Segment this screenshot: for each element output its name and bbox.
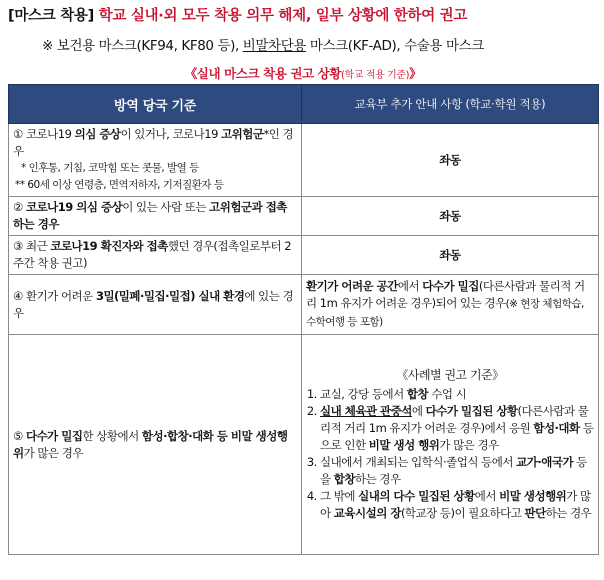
t: (다른사람과 물리적 거리 1m 유지가 어려운 경우)에서 응원 <box>320 404 589 435</box>
mask-type-note <box>42 34 484 54</box>
col-header-quarantine: 방역 당국 기준 <box>9 85 302 124</box>
t: 환기가 어려운 공간 <box>306 279 398 293</box>
note-suffix: 마스크(KF-AD), 수술용 마스크 <box>305 38 484 54</box>
mask-guideline-table <box>8 84 599 555</box>
section-subtitle <box>8 64 598 82</box>
row4-right <box>302 275 599 335</box>
table-row <box>9 335 599 555</box>
t: 고위험군과 접촉하는 경우 <box>13 200 287 231</box>
t: ④ 환기가 어려운 <box>13 288 96 303</box>
row1-left <box>9 124 302 197</box>
t: 이 있거나, 코로나19 <box>120 127 222 141</box>
row2-right: 좌동 <box>302 197 599 236</box>
subtitle-end: 》 <box>409 66 422 81</box>
t: 가 많아 <box>320 489 591 520</box>
t: 3밀(밀폐·밀집·밀접) 실내 환경 <box>95 288 245 303</box>
t: ① 코로나19 <box>13 127 75 141</box>
table-row <box>9 124 599 197</box>
t: ③ 최근 <box>13 239 51 253</box>
t: ② <box>13 200 26 214</box>
t: 실내 체육관 관중석 <box>320 404 412 418</box>
subtitle-small: (학교 적용 기준) <box>341 70 410 81</box>
t: 교실, 강당 등에서 <box>320 387 407 401</box>
t: 수업 시 <box>428 387 467 401</box>
list-item <box>320 454 594 488</box>
t: *인 경우 <box>13 127 294 158</box>
t: (학교장 등) <box>400 506 455 520</box>
t: 등을 <box>320 455 587 486</box>
row5-left <box>9 335 302 555</box>
headline <box>8 4 598 25</box>
cases-list <box>306 386 594 522</box>
t: 교가·애국가 <box>516 455 574 469</box>
subtitle-main: 《실내 마스크 착용 권고 상황 <box>184 66 342 81</box>
row1-right: 좌동 <box>302 124 599 197</box>
t: 코로나19 의심 증상 <box>25 200 123 214</box>
headline-text: 학교 실내·외 모두 착용 의무 해제, 일부 상황에 한하여 권고 <box>93 8 468 24</box>
t: 함성·대화 <box>533 421 580 435</box>
document-header <box>8 4 598 81</box>
t: 비말 생성행위 <box>499 489 567 503</box>
t: 다수가 밀집 <box>422 279 479 293</box>
note-prefix: ※ 보건용 마스크(KF94, KF80 등), <box>42 38 243 54</box>
t: 실내에서 개최되는 입학식·졸업식 등에서 <box>320 455 517 469</box>
row1-main <box>13 126 297 160</box>
t: 등으로 인한 <box>320 421 594 452</box>
t: 가 많은 경우 <box>23 445 83 460</box>
col-header-ministry: 교육부 추가 안내 사항 (학교·학원 적용) <box>302 85 599 124</box>
row3-left <box>9 236 302 275</box>
list-item <box>320 386 594 403</box>
t: 에서 <box>397 279 423 293</box>
list-item <box>320 403 594 454</box>
row1-note2: ** 60세 이상 연령층, 면역저하자, 기저질환자 등 <box>15 179 224 191</box>
table-row <box>9 236 599 275</box>
row4-left <box>9 275 302 335</box>
t: 고위험군 <box>221 127 264 141</box>
t: 판단 <box>524 506 546 520</box>
row2-left <box>9 197 302 236</box>
t: 다수가 밀집 <box>25 428 83 443</box>
t: 에서 <box>474 489 500 503</box>
t: 의심 증상 <box>74 127 121 141</box>
t: 이 있는 사람 또는 <box>122 200 210 214</box>
t: 에 <box>411 404 426 418</box>
t: 한 상황에서 <box>82 428 142 443</box>
t: 이 필요하다고 <box>454 506 525 520</box>
t: 다수가 밀집된 상황 <box>425 404 518 418</box>
t: ⑤ <box>13 428 26 443</box>
t: 합창 <box>333 472 355 486</box>
t: 했던 경우(접촉일로부터 2주간 착용 권고) <box>13 239 292 270</box>
t: (다른사람과 물리적 거리 1m 유지가 어려운 경우)되어 있는 경우 <box>306 279 585 310</box>
t: 실내의 다수 밀집된 상황 <box>358 489 475 503</box>
t: 비말 생성 행위 <box>368 438 440 452</box>
t: 에 있는 경우 <box>13 288 294 320</box>
t: 그 밖에 <box>320 489 359 503</box>
table-header-row <box>9 85 599 124</box>
row3-right: 좌동 <box>302 236 599 275</box>
t: 교육시설의 장 <box>333 506 401 520</box>
row1-note1: * 인후통, 기침, 코막힘 또는 콧물, 발열 등 <box>21 162 199 174</box>
table-row <box>9 197 599 236</box>
list-item <box>320 488 594 522</box>
t: 하는 경우 <box>354 472 401 486</box>
row5-right <box>302 335 599 555</box>
t: 가 많은 경우 <box>439 438 499 452</box>
t: 코로나19 확진자와 접촉 <box>50 239 168 253</box>
t: 합창 <box>406 387 429 401</box>
t: 하는 경우 <box>545 506 592 520</box>
headline-tag: [마스크 착용] <box>8 8 94 24</box>
t: 함성·합창·대화 등 비말 생성행위 <box>13 428 288 460</box>
cases-title: 《사례별 권고 기준》 <box>396 368 504 382</box>
table-row <box>9 275 599 335</box>
t: (※ 현장 체험학습, 수학여행 등 포함) <box>306 298 584 328</box>
note-underlined: 비말차단용 <box>242 38 306 54</box>
